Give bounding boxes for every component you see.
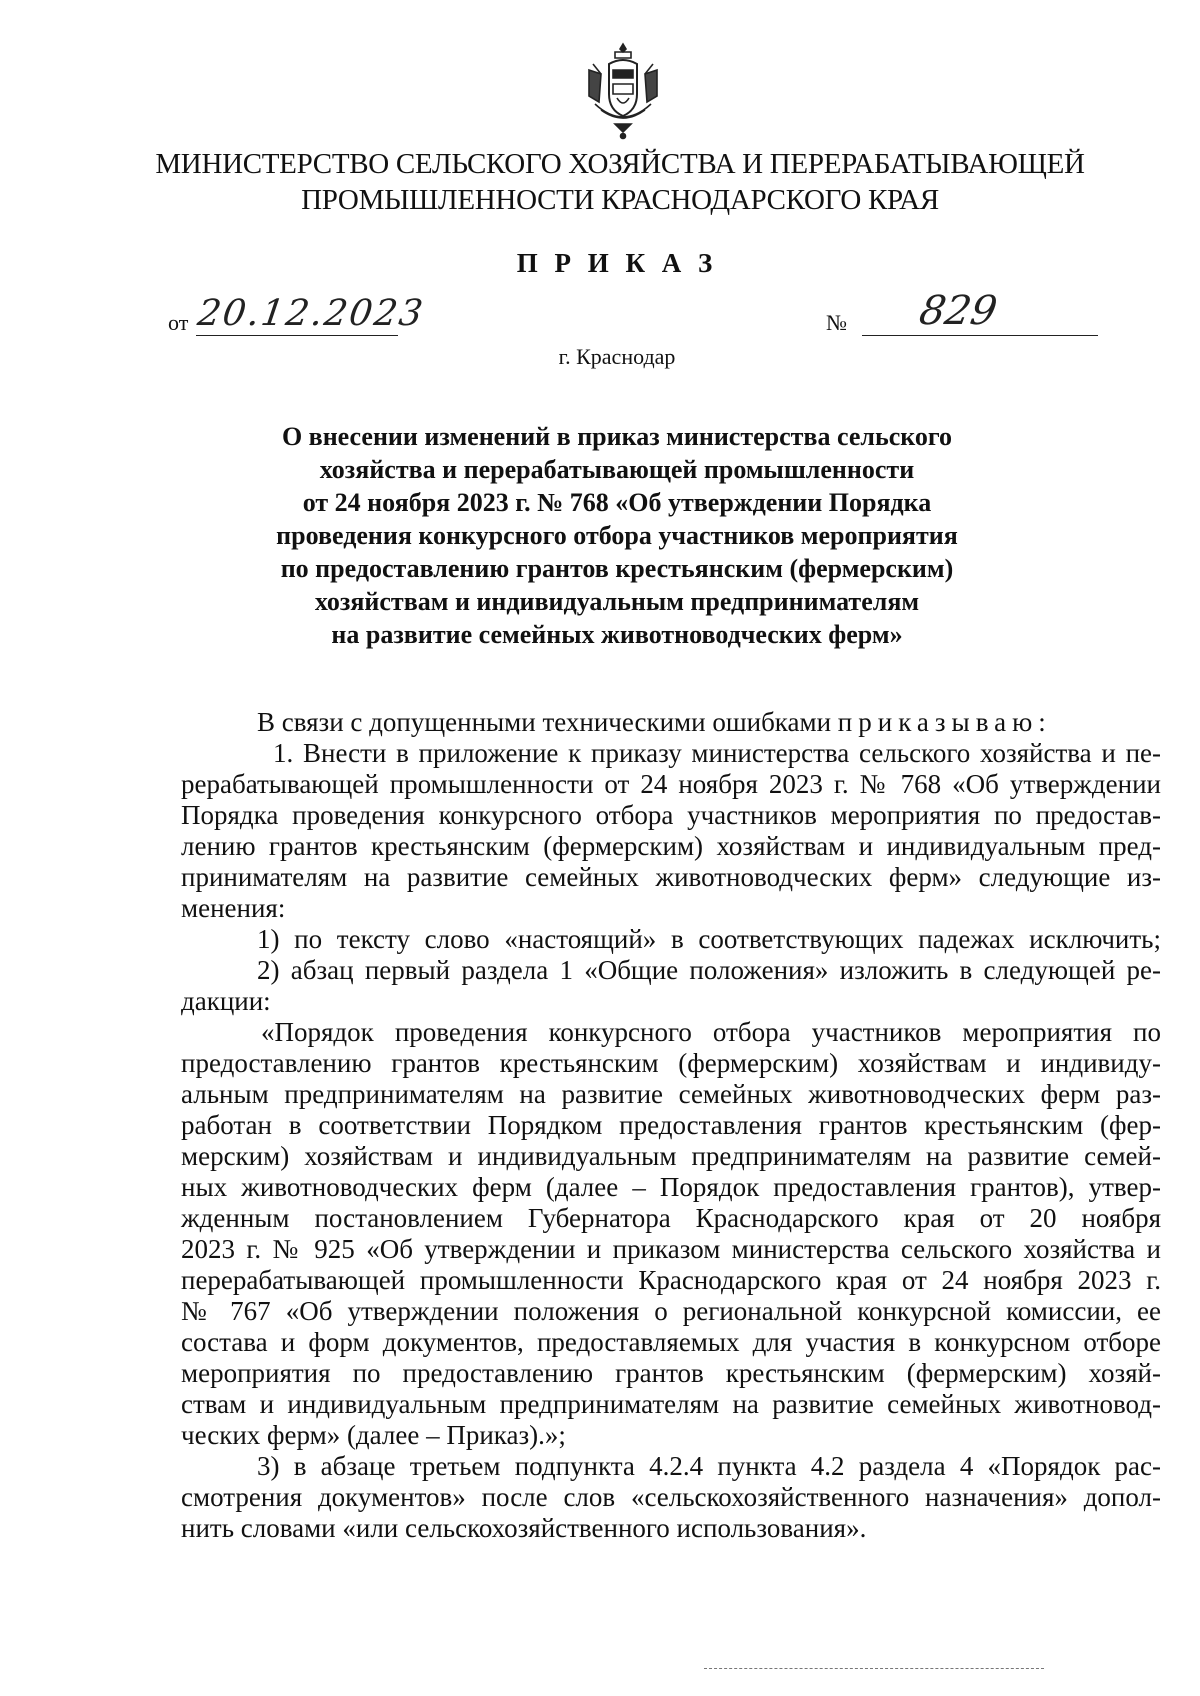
title-line: на развитие семейных животноводческих ферм» <box>331 620 903 649</box>
city-name: г. Краснодар <box>558 344 676 369</box>
quote-line: жденным постановлением Губернатора Краснодарского края от 20 ноября <box>181 1203 1161 1233</box>
intro-text: В связи с допущенными техническими ошибками <box>257 707 832 737</box>
order-date-field <box>168 293 428 340</box>
handwritten-date: 20.12.2023 <box>195 293 428 334</box>
quote-line: работан в соответствии Порядком предоставления грантов крестьянским (фер- <box>181 1110 1161 1140</box>
item1-line: принимателям на развитие семейных животноводческих ферм» следующие из- <box>181 862 1161 892</box>
item1-line: Порядка проведения конкурсного отбора участников мероприятия по предостав- <box>181 800 1161 830</box>
ministry-name-line2: ПРОМЫШЛЕННОСТИ КРАСНОДАРСКОГО КРАЯ <box>301 184 939 216</box>
item1-line: лению грантов крестьянским (фермерским) хозяйствам и индивидуальным пред- <box>181 831 1161 861</box>
quote-line: ствам и индивидуальным предпринимателям на развитие семейных животновод- <box>181 1389 1161 1419</box>
subitem3-line: смотрения документов» после слов «сельскохозяйственного назначения» допол- <box>181 1482 1161 1512</box>
quote-line: № 767 «Об утверждении положения о региональной конкурсной комиссии, ее <box>181 1296 1161 1326</box>
date-underline <box>196 335 398 336</box>
coat-of-arms-emblem <box>581 40 665 140</box>
title-line: хозяйства и перерабатывающей промышленности <box>319 455 915 484</box>
date-label: от <box>168 310 189 335</box>
number-label: № <box>826 310 847 335</box>
number-underline <box>862 335 1098 336</box>
order-number-field <box>826 288 1098 340</box>
title-line: от 24 ноября 2023 г. № 768 «Об утверждении Порядка <box>302 488 932 517</box>
title-line: по предоставлению грантов крестьянским (фермерским) <box>280 554 954 583</box>
quote-line: ных животноводческих ферм (далее – Порядок предоставления грантов), утвер- <box>181 1172 1161 1202</box>
subitem1: 1) по тексту слово «настоящий» в соответствующих падежах исключить; <box>257 924 1161 954</box>
scan-artifact-line <box>704 1668 1044 1669</box>
quote-line: мерским) хозяйствам и индивидуальным предпринимателям на развитие семей- <box>181 1141 1161 1171</box>
order-title <box>180 420 1054 651</box>
subitem2-line: дакции: <box>181 986 271 1016</box>
document-type-heading: П Р И К А З <box>516 248 718 278</box>
item1-line: 1. Внести в приложение к приказу министерства сельского хозяйства и пе- <box>273 738 1161 768</box>
item1-line: менения: <box>181 893 286 923</box>
quote-line: 2023 г. № 925 «Об утверждении и приказом министерства сельского хозяйства и <box>181 1234 1161 1264</box>
quote-line: ческих ферм» (далее – Приказ).»; <box>181 1420 566 1450</box>
quote-line: альным предпринимателям на развитие семейных животноводческих ферм раз- <box>181 1079 1161 1109</box>
quote-line: мероприятия по предоставлению грантов крестьянским (фермерским) хозяй- <box>181 1358 1161 1388</box>
item1-line: рерабатывающей промышленности от 24 ноября 2023 г. № 768 «Об утверждении <box>181 769 1161 799</box>
handwritten-number: 829 <box>915 288 1001 334</box>
ministry-name <box>120 146 1120 218</box>
ministry-name-line1: МИНИСТЕРСТВО СЕЛЬСКОГО ХОЗЯЙСТВА И ПЕРЕРАБАТЫВАЮЩЕЙ <box>155 148 1085 180</box>
quote-line: перерабатывающей промышленности Краснодарского края от 24 ноября 2023 г. <box>181 1265 1161 1295</box>
subitem3-line: нить словами «или сельскохозяйственного использования». <box>181 1513 867 1543</box>
quote-line: состава и форм документов, предоставляемых для участия в конкурсном отборе <box>181 1327 1161 1357</box>
quote-line: «Порядок проведения конкурсного отбора участников мероприятия по <box>261 1017 1161 1047</box>
order-body <box>181 707 1161 1544</box>
subitem3-line: 3) в абзаце третьем подпункта 4.2.4 пункта 4.2 раздела 4 «Порядок рас- <box>257 1451 1161 1481</box>
order-word: приказываю: <box>837 707 1052 737</box>
quote-line: предоставлению грантов крестьянским (фермерским) хозяйствам и индивиду- <box>181 1048 1161 1078</box>
intro-paragraph <box>181 707 1161 738</box>
subitem2-line: 2) абзац первый раздела 1 «Общие положения» изложить в следующей ре- <box>257 955 1161 985</box>
title-line: хозяйствам и индивидуальным предпринимателям <box>314 587 920 616</box>
title-line: О внесении изменений в приказ министерства сельского <box>281 422 953 451</box>
title-line: проведения конкурсного отбора участников мероприятия <box>276 521 958 550</box>
